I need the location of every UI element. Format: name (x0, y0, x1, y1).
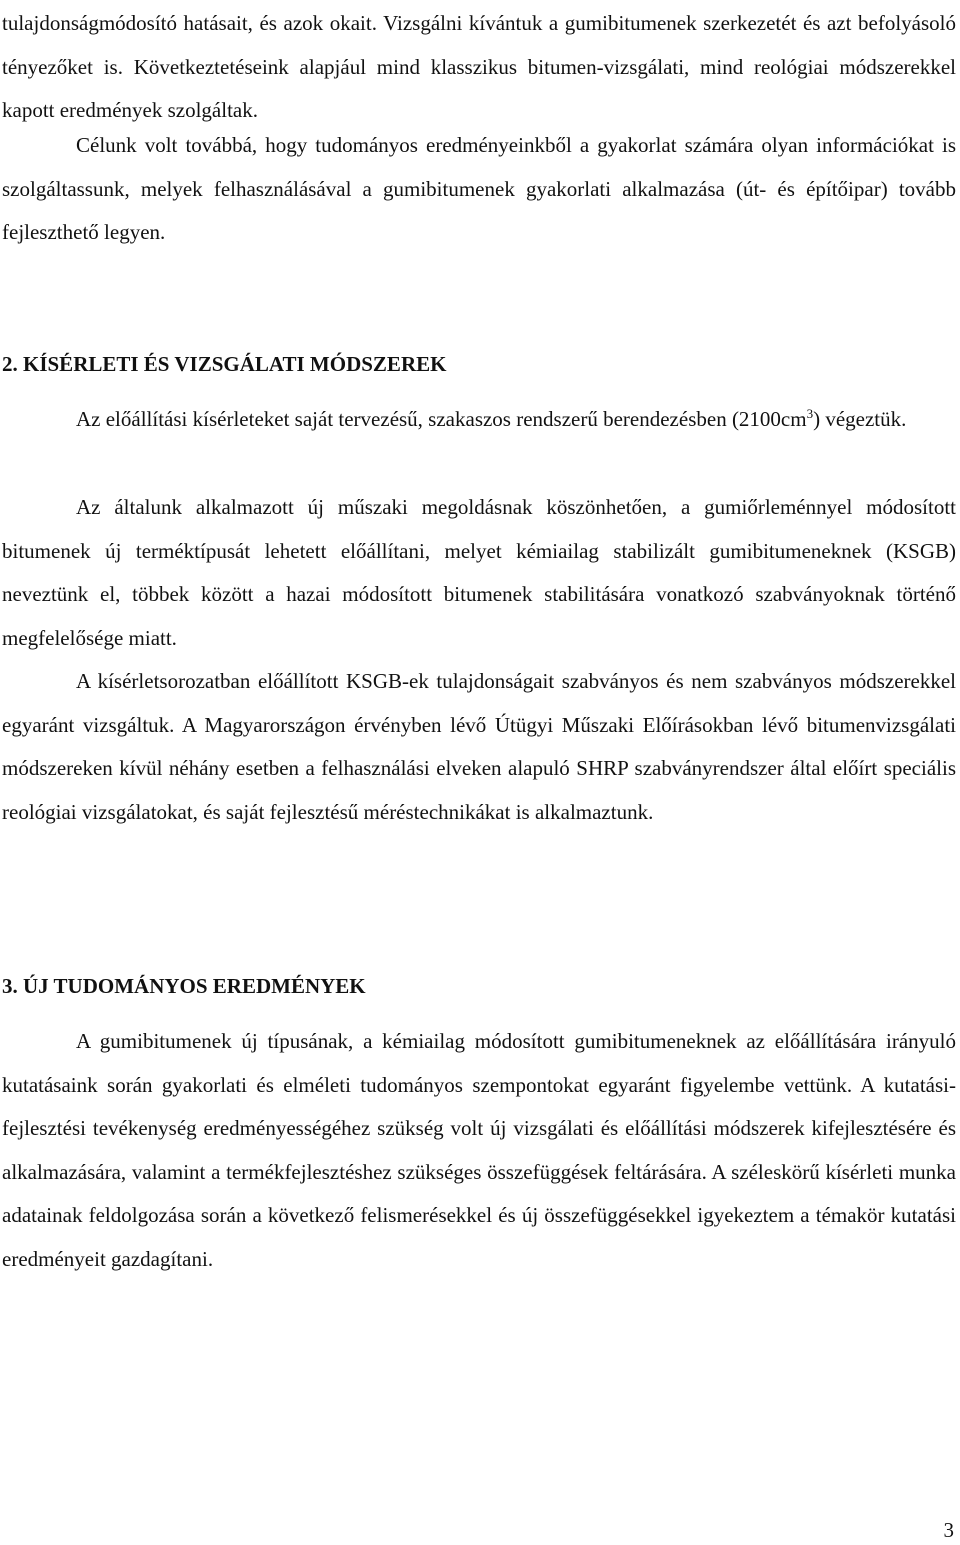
superscript-exponent: 3 (806, 406, 814, 421)
methods-paragraph-equipment-end: ) végeztük. (813, 407, 907, 431)
methods-paragraph-equipment (2, 398, 956, 442)
methods-paragraph-equipment-text: Az előállítási kísérleteket saját tervezésű, szakaszos rendszerű berendezésben (2100cm (76, 407, 807, 431)
section-heading-results: 3. ÚJ TUDOMÁNYOS EREDMÉNYEK (2, 974, 366, 998)
page-number: 3 (943, 1518, 954, 1542)
section-heading-methods: 2. KÍSÉRLETI ÉS VIZSGÁLATI MÓDSZEREK (2, 352, 447, 376)
intro-paragraph-continued: tulajdonságmódosító hatásait, és azok okait. Vizsgálni kívántuk a gumibitumenek szerkezetét és azt befolyásoló tényezőket is. Következtetéseink alapjául mind klasszikus bitumen-vizsgálati, mind reológiai módszerekkel kapott eredmények szolgáltak. (2, 11, 956, 122)
methods-paragraph-ksgb: Az általunk alkalmazott új műszaki megoldásnak köszönhetően, a gumiőrleménnyel módosított bitumenek új terméktípusát lehetett előállítani, melyet kémiailag stabilizált gumibitumeneknek (KSGB) neveztünk el, többek között a hazai módosított bitumenek stabilitására vonatkozó szabványoknak történő megfelelősége miatt. (2, 495, 956, 650)
goals-paragraph: Célunk volt továbbá, hogy tudományos eredményeinkből a gyakorlat számára olyan információkat is szolgáltassunk, melyek felhasználásával a gumibitumenek gyakorlati alkalmazása (út- és építőipar) tovább fejleszthető legyen. (2, 133, 956, 244)
results-paragraph: A gumibitumenek új típusának, a kémiailag módosított gumibitumeneknek az előállítására irányuló kutatásaink során gyakorlati és elméleti tudományos szempontokat egyaránt figyelembe vettünk. A kutatási-fejlesztési tevékenység eredményességéhez szükség volt új vizsgálati és előállítási módszerek kifejlesztésére és alkalmazására, valamint a termékfejlesztéshez szükséges összefüggések feltárására. A széleskörű kísérleti munka adatainak feldolgozása során a következő felismerésekkel és új összefüggésekkel igyekeztem a témakör kutatási eredményeit gazdagítani. (2, 1029, 956, 1271)
methods-paragraph-testing: A kísérletsorozatban előállított KSGB-ek tulajdonságait szabványos és nem szabványos módszerekkel egyaránt vizsgáltuk. A Magyarországon érvényben lévő Útügyi Műszaki Előírásokban lévő bitumenvizsgálati módszereken kívül néhány esetben a felhasználási elveken alapuló SHRP szabványrendszer által előírt speciális reológiai vizsgálatokat, és saját fejlesztésű méréstechnikákat is alkalmaztunk. (2, 669, 956, 824)
